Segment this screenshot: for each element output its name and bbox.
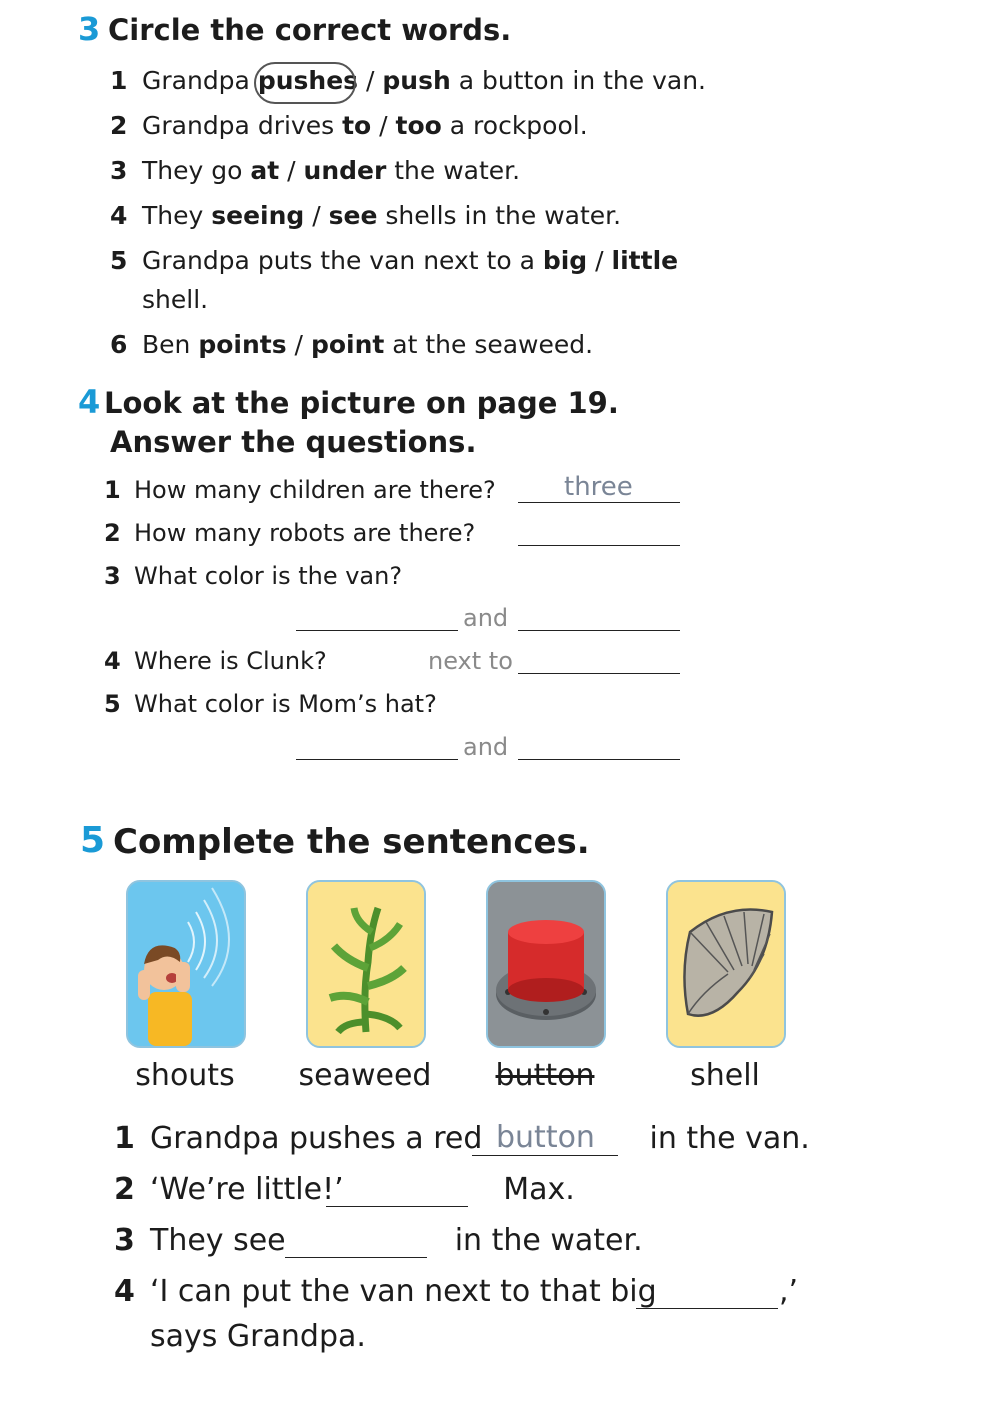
answer-circle: [254, 62, 359, 104]
option-b[interactable]: little: [611, 246, 679, 275]
option-a[interactable]: at: [250, 156, 280, 185]
sentence: 4 ‘I can put the van next to that big: [114, 1274, 657, 1309]
option-a[interactable]: seeing: [211, 201, 305, 230]
option-a[interactable]: to: [342, 111, 372, 140]
option-a[interactable]: points: [198, 330, 287, 359]
question: 4 Where is Clunk?: [104, 647, 327, 675]
list-item: 4 They seeing / see shells in the water.: [110, 201, 622, 230]
sentence-end: ,’: [779, 1274, 799, 1309]
joiner-text: and: [463, 604, 509, 632]
option-a[interactable]: pushes: [257, 66, 359, 95]
exercise-number: 4: [78, 383, 101, 421]
joiner-text: and: [463, 733, 509, 761]
option-b[interactable]: push: [382, 66, 451, 95]
exercise-title: Complete the sentences.: [113, 822, 590, 862]
answer-line[interactable]: [296, 630, 458, 631]
sentence: 3 They see in the water.: [114, 1223, 643, 1258]
list-item-continuation: shell.: [142, 285, 209, 314]
prefix-text: next to: [428, 647, 513, 675]
answer-line[interactable]: [472, 1155, 618, 1156]
question: 3 What color is the van?: [104, 562, 403, 590]
exercise-number: 5: [80, 820, 106, 861]
question: 1 How many children are there?: [104, 476, 496, 504]
answer-line[interactable]: [285, 1257, 427, 1258]
option-b[interactable]: too: [395, 111, 442, 140]
option-a[interactable]: big: [542, 246, 588, 275]
word-shouts: shouts: [135, 1058, 235, 1093]
exercise-title: Circle the correct words.: [108, 13, 512, 47]
option-b[interactable]: under: [303, 156, 387, 185]
exercise-number: 3: [78, 10, 101, 48]
word-button-crossed: button: [495, 1058, 595, 1093]
list-item: 2 Grandpa drives to / too a rockpool.: [110, 111, 588, 140]
sentence: 2 ‘We’re little!’ Max.: [114, 1172, 575, 1207]
word-shell: shell: [690, 1058, 760, 1093]
written-answer: three: [564, 472, 633, 502]
seaweed-icon: [306, 880, 426, 1048]
list-item: 5 Grandpa puts the van next to a big / little: [110, 246, 679, 275]
answer-line[interactable]: [326, 1206, 468, 1207]
answer-line[interactable]: [636, 1308, 778, 1309]
question: 2 How many robots are there?: [104, 519, 476, 547]
shouting-boy-icon: [126, 880, 246, 1048]
option-b[interactable]: point: [310, 330, 385, 359]
answer-line[interactable]: [296, 759, 458, 760]
answer-line[interactable]: [518, 673, 680, 674]
list-item: 6 Ben points / point at the seaweed.: [110, 330, 594, 359]
question: 5 What color is Mom’s hat?: [104, 690, 437, 718]
answer-line[interactable]: [518, 502, 680, 503]
list-item: 3 They go at / under the water.: [110, 156, 521, 185]
answer-line[interactable]: [518, 759, 680, 760]
written-answer: button: [496, 1120, 595, 1155]
sentence-continuation: says Grandpa.: [150, 1319, 366, 1354]
exercise-title: Look at the picture on page 19.: [104, 386, 619, 420]
exercise-subtitle: Answer the questions.: [110, 425, 477, 459]
answer-line[interactable]: [518, 630, 680, 631]
answer-line[interactable]: [518, 545, 680, 546]
list-item: 1 Grandpa pushes / push a button in the van.: [110, 66, 706, 95]
word-seaweed: seaweed: [298, 1058, 432, 1093]
option-b[interactable]: see: [328, 201, 378, 230]
sentence: 1 Grandpa pushes a red in the van.: [114, 1121, 810, 1156]
red-button-icon: [486, 880, 606, 1048]
shell-icon: [666, 880, 786, 1048]
